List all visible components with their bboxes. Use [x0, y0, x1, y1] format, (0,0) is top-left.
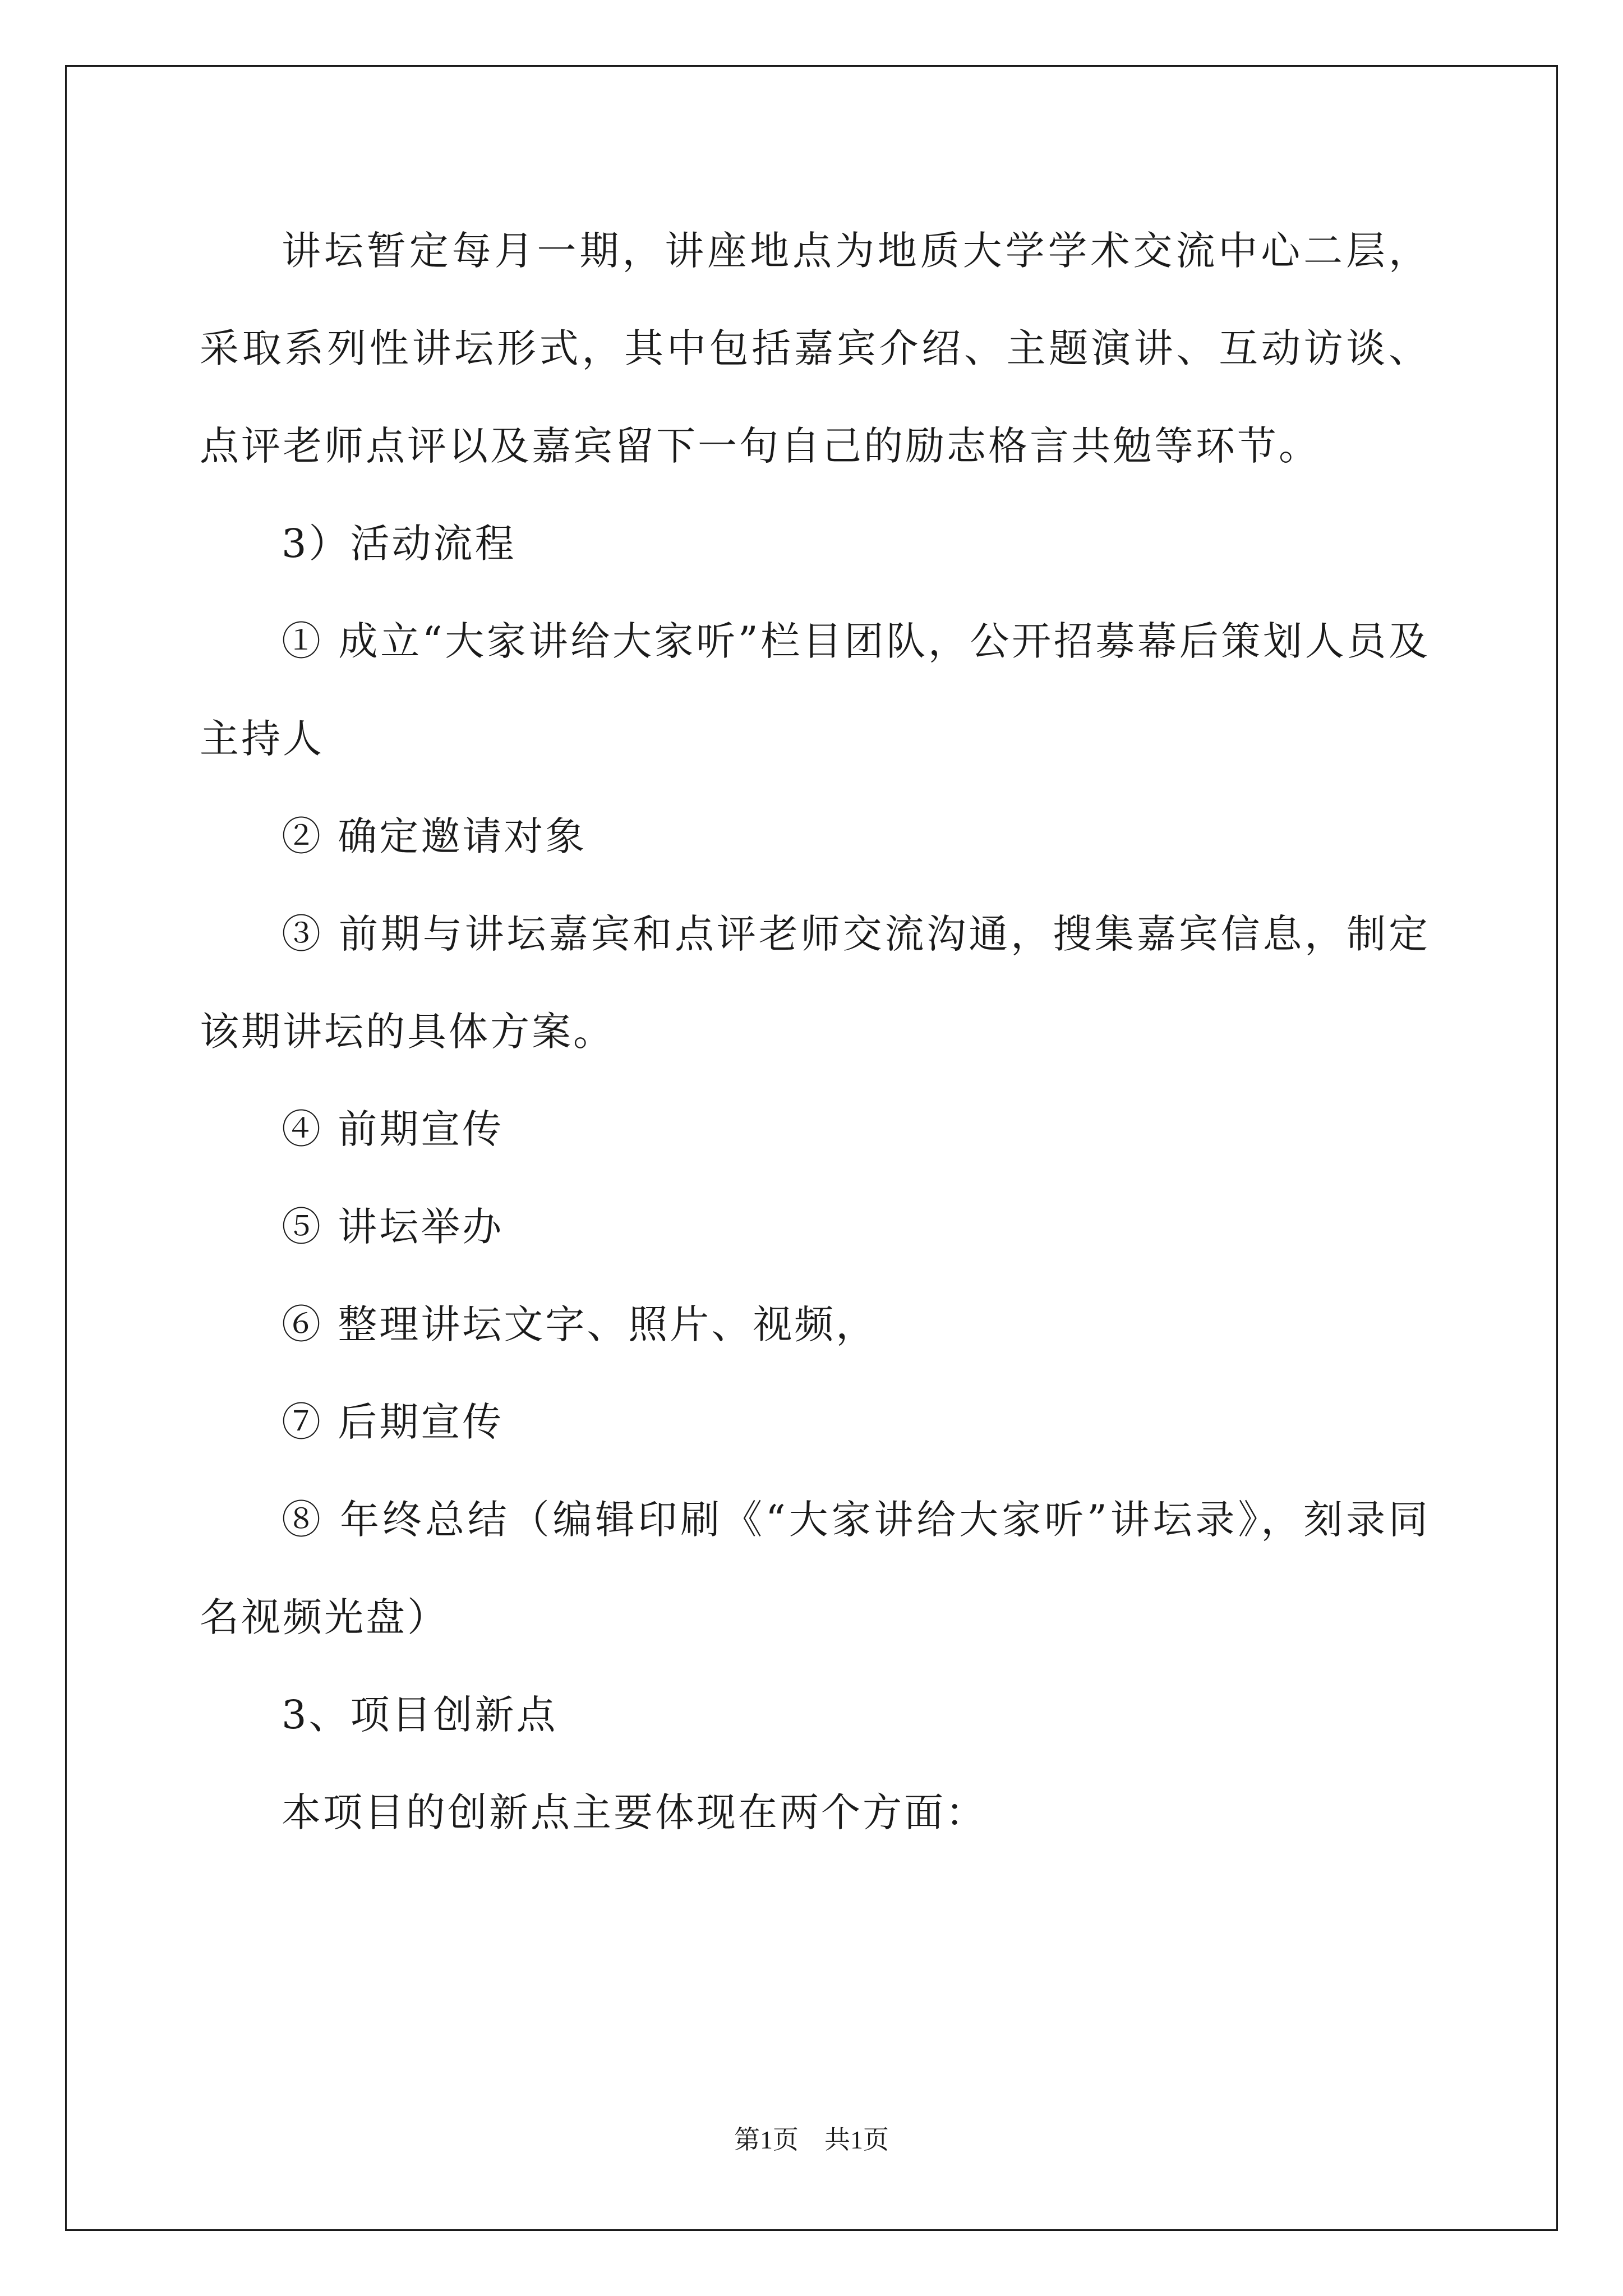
list-item-step-3: ③ 前期与讲坛嘉宾和点评老师交流沟通，搜集嘉宾信息，制定该期讲坛的具体方案。 — [200, 911, 1430, 1055]
list-item-step-1: ① 成立“大家讲给大家听”栏目团队，公开招募幕后策划人员及主持人 — [200, 618, 1430, 762]
document-body — [200, 202, 1430, 1861]
list-item-step-2: ② 确定邀请对象 — [282, 813, 587, 859]
list-item-step-8: ⑧ 年终总结（编辑印刷《“大家讲给大家听”讲坛录》，刻录同名视频光盘） — [200, 1497, 1430, 1640]
list-item-step-7: ⑦ 后期宣传 — [282, 1399, 504, 1445]
paragraph-lecture-arrangement: 讲坛暂定每月一期，讲座地点为地质大学学术交流中心二层，采取系列性讲坛形式，其中包括嘉宾介绍、主题演讲、互动访谈、点评老师点评以及嘉宾留下一句自己的励志格言共勉等环节。 — [200, 228, 1430, 469]
heading-innovation-points: 3、项目创新点 — [282, 1692, 558, 1738]
page-footer: 第1页 共1页 — [734, 2125, 889, 2154]
list-item-step-6: ⑥ 整理讲坛文字、照片、视频， — [282, 1301, 878, 1347]
list-item-step-4: ④ 前期宣传 — [282, 1106, 504, 1152]
list-item-step-5: ⑤ 讲坛举办 — [282, 1204, 504, 1250]
paragraph-innovation-intro: 本项目的创新点主要体现在两个方面： — [282, 1789, 987, 1835]
heading-activity-process: 3）活动流程 — [282, 521, 517, 567]
